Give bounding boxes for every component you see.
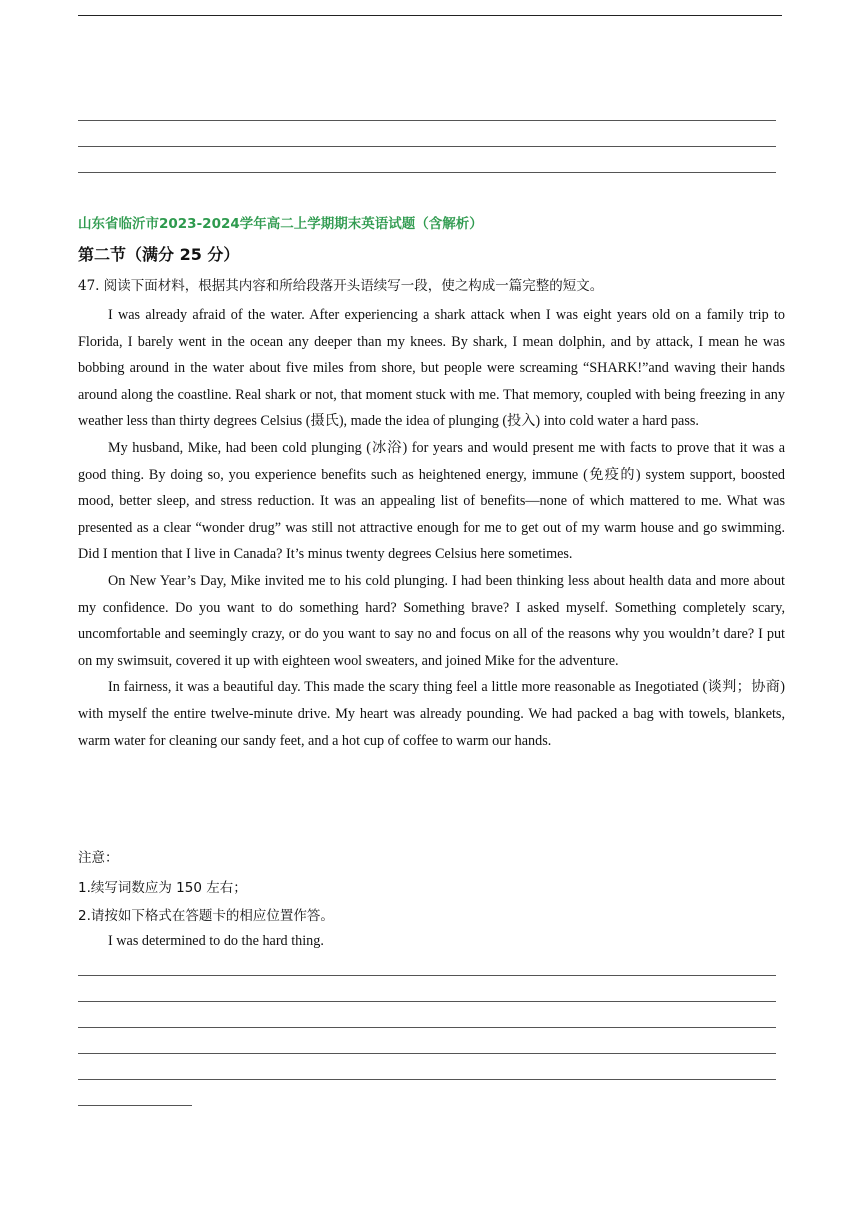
answer-line-short: [78, 1105, 192, 1106]
section-title: 第二节（满分 25 分）: [78, 245, 240, 264]
source-title: 山东省临沂市2023-2024学年高二上学期期末英语试题（含解析）: [78, 216, 483, 232]
notes-heading: 注意：: [78, 850, 119, 866]
answer-line: [78, 1053, 776, 1054]
question-text: 阅读下面材料，根据其内容和所给段落开头语续写一段，使之构成一篇完整的短文。: [103, 278, 604, 294]
notes-item-format: 2.请按如下格式在答题卡的相应位置作答。: [78, 908, 334, 924]
passage-paragraph-2: My husband, Mike, had been cold plunging (冰浴) for years and would present me with facts to prove that it was a good thing. By doing so, you experience benefits such as heightened energy, immune (免疫的) system support, boosted mood, better sleep, and stress reduction. It was an appealing list of benefits—none of which mattered to me. What was presented as a clear “wonder drug” was still not attractive enough for me to get out of my warm house and go swimming. Did I mention that I live in Canada? It’s minus twenty degrees Celsius here sometimes.: [78, 439, 785, 563]
answer-line: [78, 1027, 776, 1028]
passage-paragraph-4: In fairness, it was a beautiful day. This made the scary thing feel a little more reasonable as Inegotiated (谈判；协商) with myself the entire twelve-minute drive. My heart was already pounding. We had packed a bag with towels, blankets, warm water for cleaning our sandy feet, and a hot cup of coffee to warm our hands.: [78, 679, 785, 749]
answer-line: [78, 120, 776, 121]
passage-paragraph-1: I was already afraid of the water. After experiencing a shark attack when I was eight years old on a family trip to Florida, I barely went in the ocean any deeper than my knees. By shark, I mean dolphin, and by attack, I mean he was bobbing around in the water about five miles from shore, but people were screaming “SHARK!”and waving their hands around along the coastline. Real shark or not, that moment stuck with me. That memory, coupled with being freezing in any weather less than thirty degrees Celsius (摄氏), made the idea of plunging (投入) into cold water a hard pass.: [78, 307, 785, 430]
starter-sentence: I was determined to do the hard thing.: [108, 933, 324, 949]
top-rule: [78, 15, 782, 16]
question-prompt: [78, 274, 603, 294]
reading-passage: [78, 302, 785, 754]
answer-line: [78, 1079, 776, 1080]
answer-line: [78, 172, 776, 173]
notes-item-word-count: 1.续写词数应为 150 左右；: [78, 880, 247, 896]
question-number: 47.: [78, 278, 100, 294]
answer-line: [78, 1001, 776, 1002]
answer-line: [78, 975, 776, 976]
answer-line: [78, 146, 776, 147]
passage-paragraph-3: On New Year’s Day, Mike invited me to his cold plunging. I had been thinking less about health data and more about my confidence. Do you want to do something hard? Something brave? I asked myself. Something completely scary, uncomfortable and seemingly crazy, or do you want to say no and focus on all of the reasons why you wouldn’t dare? I put on my swimsuit, covered it up with eighteen wool sweaters, and joined Mike for the adventure.: [78, 572, 785, 669]
